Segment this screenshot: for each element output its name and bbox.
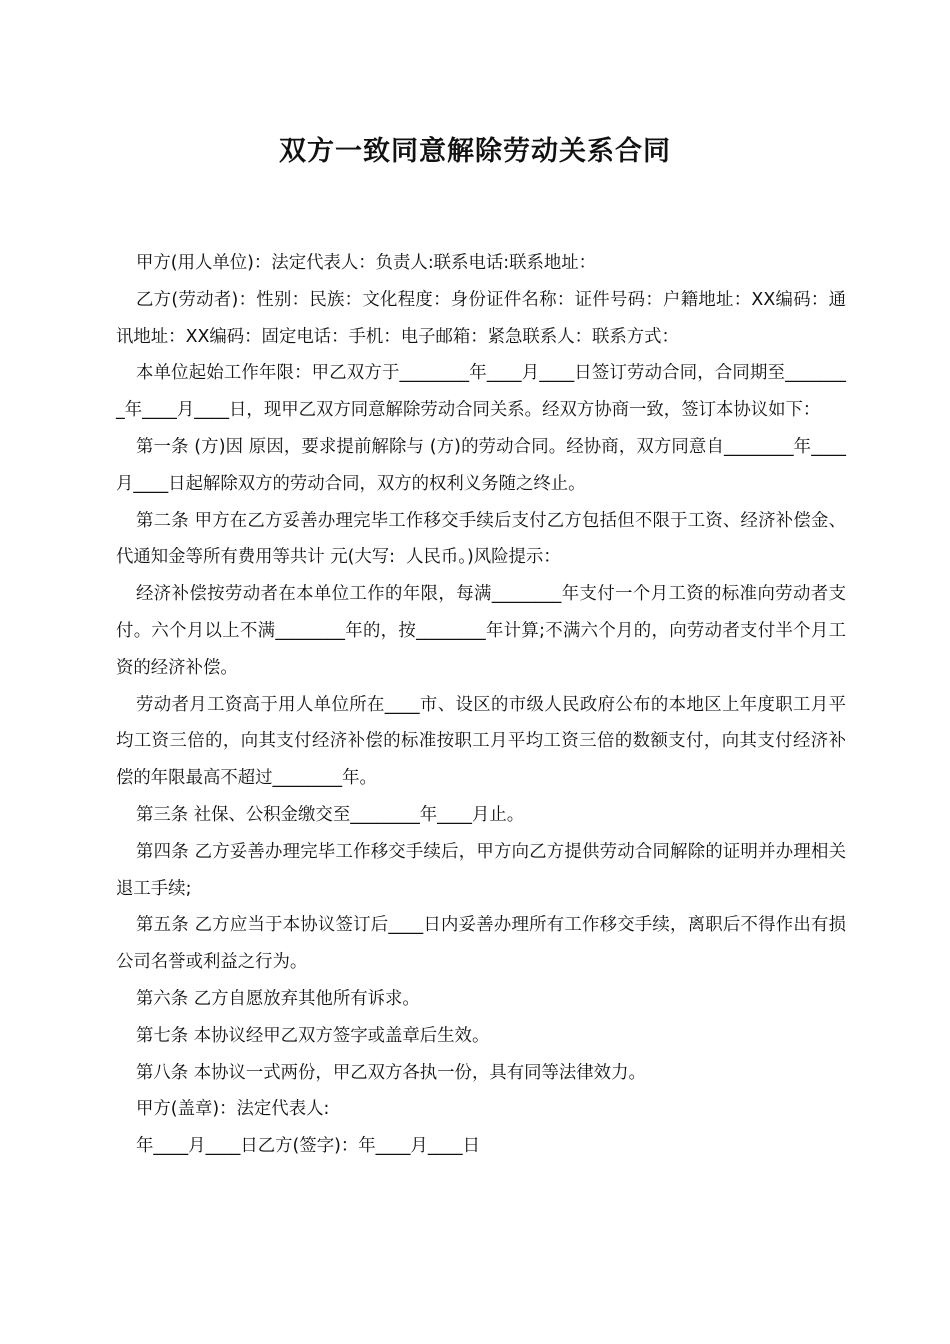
paragraph-intro: 本单位起始工作年限：甲乙双方于________年____月____日签订劳动合同，合同期至________年____月____日，现甲乙双方同意解除劳动合同关系。经双方协商一致，签订本协议如下： <box>116 363 846 421</box>
paragraph-article-8: 第八条 本协议一式两份，甲乙双方各执一份，具有同等法律效力。 <box>136 1062 646 1083</box>
paragraph-risk-2: 劳动者月工资高于用人单位所在____市、设区的市级人民政府公布的本地区上年度职工月平均工资三倍的，向其支付经济补偿的标准按职工月平均工资三倍的数额支付，向其支付经济补偿的年限最高不超过________年。 <box>116 694 846 789</box>
paragraph-article-6: 第六条 乙方自愿放弃其他所有诉求。 <box>136 988 420 1009</box>
paragraph-article-1: 第一条 (方)因 原因，要求提前解除与 (方)的劳动合同。经协商，双方同意自________年____月____日起解除双方的劳动合同，双方的权利义务随之终止。 <box>116 436 846 494</box>
paragraph-article-2: 第二条 甲方在乙方妥善办理完毕工作移交手续后支付乙方包括但不限于工资、经济补偿金、代通知金等所有费用等共计 元(大写: 人民币。)风险提示： <box>116 510 846 568</box>
signature-party-a: 甲方(盖章)：法定代表人: <box>136 1099 330 1120</box>
document-body <box>116 245 846 1165</box>
document-title: 双方一致同意解除劳动关系合同 <box>279 136 671 167</box>
signature-dates: 年____月____日乙方(签字)：年____月____日 <box>136 1136 480 1157</box>
paragraph-risk-1: 经济补偿按劳动者在本单位工作的年限，每满________年支付一个月工资的标准向劳动者支付。六个月以上不满________年的，按________年计算;不满六个月的，向劳动者支付半个月工资的经济补偿。 <box>116 584 846 678</box>
paragraph-party-a: 甲方(用人单位)：法定代表人：负责人:联系电话:联系地址： <box>136 253 597 273</box>
paragraph-article-3: 第三条 社保、公积金缴交至________年____月止。 <box>136 804 525 825</box>
paragraph-article-5: 第五条 乙方应当于本协议签订后____日内妥善办理所有工作移交手续，离职后不得作出有损公司名誉或利益之行为。 <box>116 915 846 973</box>
paragraph-article-7: 第七条 本协议经甲乙双方签字或盖章后生效。 <box>136 1025 490 1046</box>
paragraph-article-4: 第四条 乙方妥善办理完毕工作移交手续后，甲方向乙方提供劳动合同解除的证明并办理相关退工手续; <box>116 841 846 899</box>
paragraph-party-b: 乙方(劳动者)：性别：民族：文化程度：身份证件名称：证件号码：户籍地址：XX编码：通讯地址：XX编码：固定电话：手机：电子邮箱：紧急联系人：联系方式： <box>116 289 846 347</box>
